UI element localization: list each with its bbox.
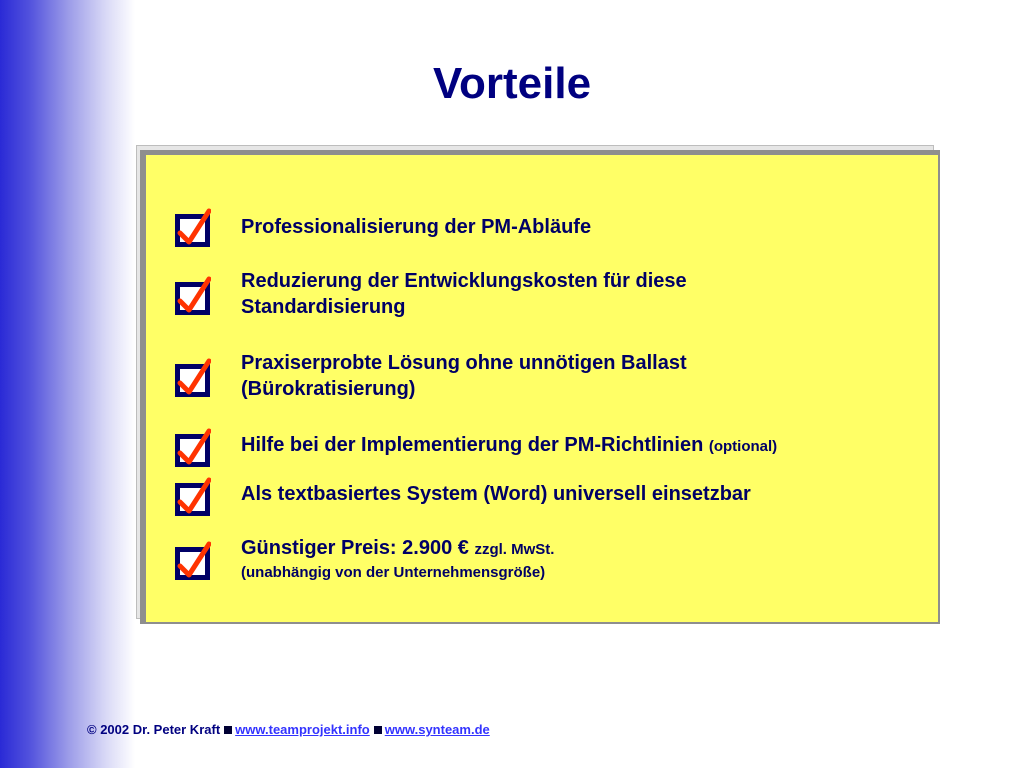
list-item [241, 214, 901, 240]
list-item [241, 535, 901, 583]
footer [87, 722, 490, 737]
checked-box-icon [175, 541, 211, 581]
square-bullet-icon [374, 726, 382, 734]
square-bullet-icon [224, 726, 232, 734]
checked-box-icon [175, 477, 211, 517]
item-text-line: (Bürokratisierung) [241, 378, 416, 400]
item-subline: (unabhängig von der Unternehmensgröße) [241, 564, 546, 581]
item-text: Hilfe bei der Implementierung der PM-Richtlinien [241, 434, 704, 456]
item-note: zzgl. MwSt. [474, 541, 555, 558]
footer-link-synteam[interactable]: www.synteam.de [384, 722, 490, 737]
item-text: Professionalisierung der PM-Abläufe [241, 216, 592, 238]
item-note: (optional) [708, 438, 778, 455]
slide-title: Vorteile [432, 59, 592, 108]
footer-copyright: © 2002 Dr. Peter Kraft [87, 722, 221, 737]
item-text-line: Praxiserprobte Lösung ohne unnötigen Ballast [241, 352, 687, 374]
item-text-line: Reduzierung der Entwicklungskosten für diese [241, 270, 687, 292]
checked-box-icon [175, 276, 211, 316]
item-text: Als textbasiertes System (Word) universell einsetzbar [241, 483, 751, 505]
list-item [241, 268, 901, 320]
list-item [241, 481, 901, 507]
checked-box-icon [175, 428, 211, 468]
checked-box-icon [175, 358, 211, 398]
sidebar-gradient [0, 0, 135, 768]
item-text-line: Standardisierung [241, 296, 406, 318]
checked-box-icon [175, 208, 211, 248]
footer-link-teamprojekt[interactable]: www.teamprojekt.info [235, 722, 370, 737]
list-item [241, 350, 901, 402]
item-text: Günstiger Preis: 2.900 € [241, 537, 469, 559]
list-item [241, 432, 901, 460]
